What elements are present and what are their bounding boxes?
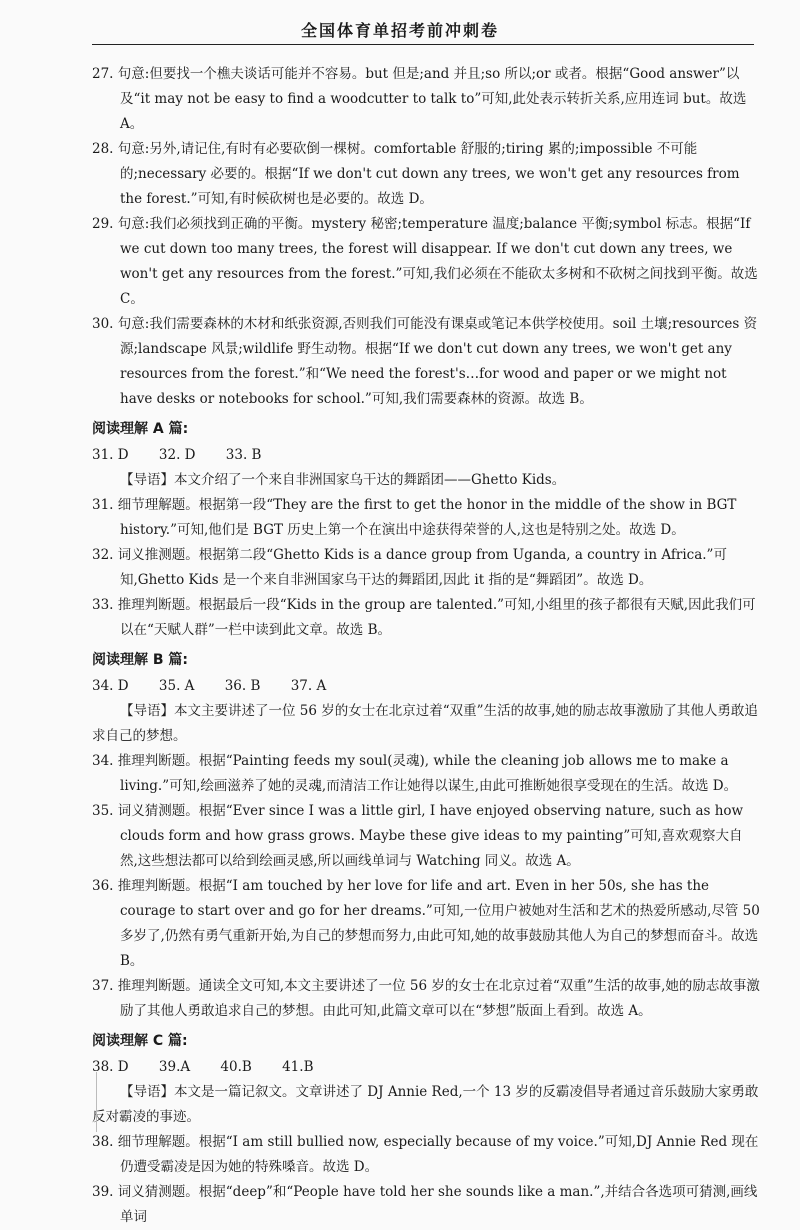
cloze-explanations [92, 62, 760, 412]
explanation-item [92, 62, 760, 137]
explanation-list [92, 749, 760, 1024]
explanation-item [92, 493, 760, 543]
question-number: 38. [92, 1134, 114, 1150]
section-a [92, 416, 760, 643]
answer-key: 41.B [282, 1059, 314, 1075]
explanation-item [92, 543, 760, 593]
question-number: 33. [92, 597, 114, 613]
explanation-text: 句意:我们需要森林的木材和纸张资源,否则我们可能没有课桌或笔记本供学校使用。soil 土壤;resources 资源;landscape 风景;wildlife 野生动物。根据“If we don't cut down any trees, we won't get any resources from the forest.”和“We need the forest's…for wood and paper or we might not have desks or notebooks for school.”可知,我们需要森林的资源。故选 B。 [117, 316, 758, 407]
answer-key: 31. D [92, 447, 129, 463]
explanation-text: 推理判断题。根据“Painting feeds my soul(灵魂), while the cleaning job allows me to make a living.”可知,绘画滋养了她的灵魂,而清洁工作让她得以谋生,由此可推断她很享受现在的生活。故选 D。 [117, 753, 738, 794]
question-number: 35. [92, 803, 114, 819]
guide-paragraph: 【导语】本文是一篇记叙文。文章讲述了 DJ Annie Red,一个 13 岁的反霸凌倡导者通过音乐鼓励大家勇敢反对霸凌的事迹。 [92, 1084, 759, 1125]
answer-key: 32. D [158, 447, 196, 463]
explanation-item [92, 1130, 760, 1180]
page-title: 全国体育单招考前冲刺卷 [300, 21, 499, 40]
header-divider [92, 44, 754, 45]
section-c [92, 1028, 760, 1230]
guide-paragraph: 【导语】本文介绍了一个来自非洲国家乌干达的舞蹈团——Ghetto Kids。 [120, 472, 566, 488]
question-number: 34. [92, 753, 114, 769]
question-number: 28. [92, 141, 114, 157]
question-number: 27. [92, 66, 114, 82]
explanation-list [92, 1130, 760, 1230]
question-number: 31. [92, 497, 114, 513]
section-title: 阅读理解 C 篇: [92, 1033, 188, 1049]
answer-key-row [92, 673, 760, 699]
answer-key: 39.A [158, 1059, 191, 1075]
explanation-text: 词义推测题。根据第二段“Ghetto Kids is a dance group from Uganda, a country in Africa.”可知,Ghetto Kids 是一个来自非洲国家乌干达的舞蹈团,因此 it 指的是“舞蹈团”。故选 D。 [117, 547, 727, 588]
question-number: 32. [92, 547, 114, 563]
answer-key: 36. B [224, 678, 261, 694]
section-title: 阅读理解 A 篇: [92, 421, 189, 437]
explanation-item [92, 974, 760, 1024]
explanation-list [92, 493, 760, 643]
question-number: 37. [92, 978, 114, 994]
explanation-text: 推理判断题。通读全文可知,本文主要讲述了一位 56 岁的女士在北京过着“双重”生活的故事,她的励志故事激励了其他人勇敢追求自己的梦想。由此可知,此篇文章可以在“梦想”版面上看到。故选 A。 [117, 978, 760, 1019]
explanation-text: 词义猜测题。根据“Ever since I was a little girl, I have enjoyed observing nature, such as how clouds form and how grass grows. Maybe these give ideas to my painting”可知,喜欢观察大自然,这些想法都可以给到绘画灵感,所以画线单词与 Watching 同义。故选 A。 [117, 803, 744, 869]
explanation-text: 推理判断题。根据最后一段“Kids in the group are talented.”可知,小组里的孩子都很有天赋,因此我们可以在“天赋人群”一栏中读到此文章。故选 B。 [117, 597, 756, 638]
explanation-item [92, 874, 760, 974]
answer-key: 34. D [92, 678, 129, 694]
explanation-text: 细节理解题。根据第一段“They are the first to get the honor in the middle of the show in BGT history.”可知,他们是 BGT 历史上第一个在演出中途获得荣誉的人,这也是特别之处。故选 D。 [117, 497, 737, 538]
explanation-text: 句意:我们必须找到正确的平衡。mystery 秘密;temperature 温度;balance 平衡;symbol 标志。根据“If we cut down too many trees, the forest will disappear. If we don't cut down any trees, we won't get any resources from the forest.”可知,我们必须在不能砍太多树和不砍树之间找到平衡。故选 C。 [117, 216, 758, 307]
answer-key: 33. B [225, 447, 262, 463]
answer-key-row [92, 1054, 760, 1080]
section-title: 阅读理解 B 篇: [92, 652, 189, 668]
explanation-text: 词义猜测题。根据“deep”和“People have told her she sounds like a man.”,并结合各选项可猜测,画线单词 [117, 1184, 758, 1225]
explanation-text: 句意:另外,请记住,有时有必要砍倒一棵树。comfortable 舒服的;tiring 累的;impossible 不可能的;necessary 必要的。根据“If we don't cut down any trees, we won't get any resources from the forest.”可知,有时候砍树也是必要的。故选 D。 [117, 141, 740, 207]
guide-paragraph: 【导语】本文主要讲述了一位 56 岁的女士在北京过着“双重”生活的故事,她的励志故事激励了其他人勇敢追求自己的梦想。 [92, 703, 758, 744]
explanation-item [92, 212, 760, 312]
answer-key: 40.B [220, 1059, 252, 1075]
explanation-item [92, 749, 760, 799]
answer-key: 35. A [158, 678, 195, 694]
explanation-item [92, 799, 760, 874]
question-number: 30. [92, 316, 114, 332]
section-b [92, 647, 760, 1024]
explanation-text: 细节理解题。根据“I am still bullied now, especially because of my voice.”可知,DJ Annie Red 现在仍遭受霸凌是因为她的特殊嗓音。故选 D。 [117, 1134, 759, 1175]
explanation-text: 句意:但要找一个樵夫谈话可能并不容易。but 但是;and 并且;so 所以;or 或者。根据“Good answer”以及“it may not be easy to find a woodcutter to talk to”可知,此处表示转折关系,应用连词 but。故选 A。 [117, 66, 747, 132]
question-number: 39. [92, 1184, 114, 1200]
explanation-text: 推理判断题。根据“I am touched by her love for life and art. Even in her 50s, she has the courage to start over and go for her dreams.”可知,一位用户被她对生活和艺术的热爱所感动,尽管 50 多岁了,仍然有勇气重新开始,为自己的梦想而努力,由此可知,她的故事鼓励其他人为自己的梦想而奋斗。故选 B。 [117, 878, 760, 969]
question-number: 36. [92, 878, 114, 894]
explanation-item [92, 312, 760, 412]
answer-key-row [92, 442, 760, 468]
answer-key: 38. D [92, 1059, 129, 1075]
answer-content [92, 62, 760, 1230]
question-number: 29. [92, 216, 114, 232]
binding-margin-line [96, 1072, 97, 1132]
answer-key: 37. A [290, 678, 327, 694]
explanation-item [92, 1180, 760, 1230]
page-header [0, 0, 800, 52]
explanation-item [92, 137, 760, 212]
explanation-item [92, 593, 760, 643]
